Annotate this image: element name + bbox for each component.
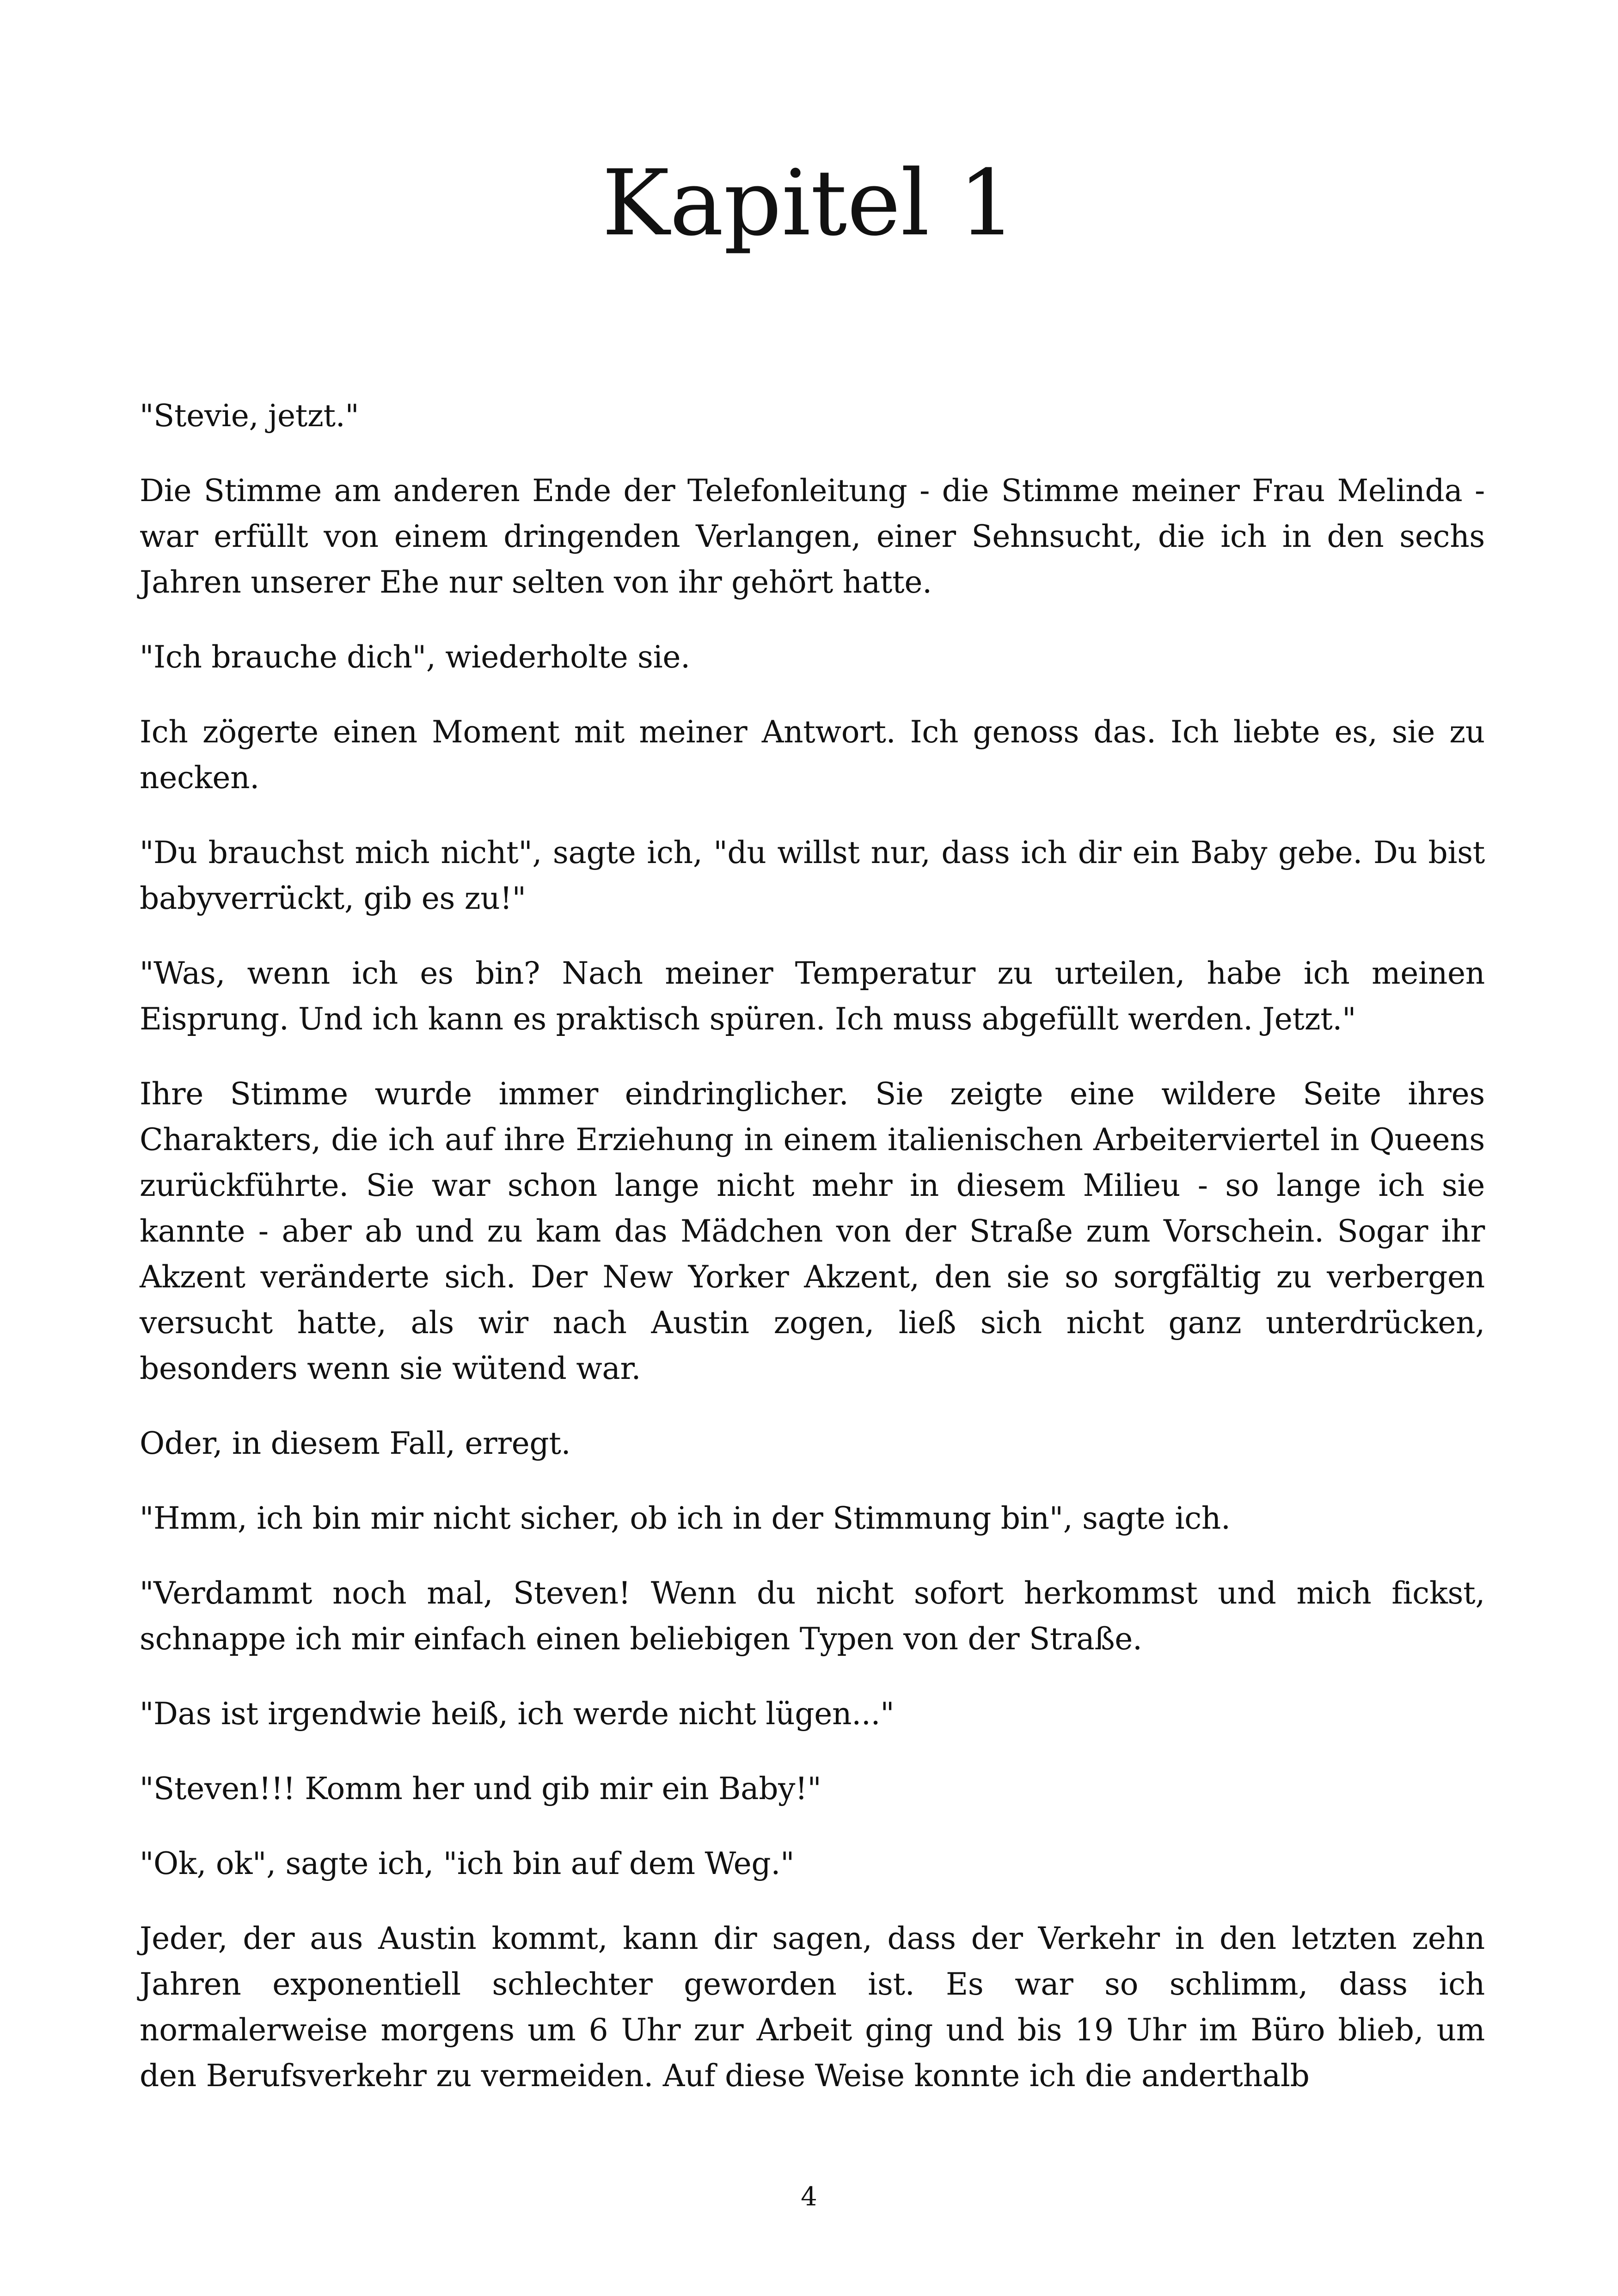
chapter-body <box>140 393 1485 2128</box>
paragraph: Ihre Stimme wurde immer eindringlicher. Sie zeigte eine wildere Seite ihres Charakters, die ich auf ihre Erziehung in einem italienischen Arbeiterviertel in Queens zurückführte. Sie war schon lange nicht mehr in diesem Milieu - so lange ich sie kannte - aber ab und zu kam das Mädchen von der Straße zum Vorschein. Sogar ihr Akzent veränderte sich. Der New Yorker Akzent, den sie so sorgfältig zu verbergen versucht hatte, als wir nach Austin zogen, ließ sich nicht ganz unterdrücken, besonders wenn sie wütend war. <box>140 1076 1485 1386</box>
paragraph: "Was, wenn ich es bin? Nach meiner Temperatur zu urteilen, habe ich meinen Eisprung. Und ich kann es praktisch spüren. Ich muss abgefüllt werden. Jetzt." <box>140 955 1485 1037</box>
paragraph: Jeder, der aus Austin kommt, kann dir sagen, dass der Verkehr in den letzten zehn Jahren exponentiell schlechter geworden ist. Es war so schlimm, dass ich normalerweise morgens um 6 Uhr zur Arbeit ging und bis 19 Uhr im Büro blieb, um den Berufsverkehr zu vermeiden. Auf diese Weise konnte ich die anderthalb <box>140 1921 1485 2094</box>
page-number: 4 <box>801 2182 817 2212</box>
paragraph: "Du brauchst mich nicht", sagte ich, "du willst nur, dass ich dir ein Baby gebe. Du bist babyverrückt, gib es zu!" <box>140 835 1485 916</box>
paragraph: "Ich brauche dich", wiederholte sie. <box>140 639 690 675</box>
paragraph: Ich zögerte einen Moment mit meiner Antwort. Ich genoss das. Ich liebte es, sie zu necken. <box>140 714 1485 796</box>
paragraph: "Stevie, jetzt." <box>140 398 359 434</box>
paragraph: "Das ist irgendwie heiß, ich werde nicht lügen..." <box>140 1696 895 1732</box>
paragraph: "Verdammt noch mal, Steven! Wenn du nicht sofort herkommst und mich fickst, schnappe ich mir einfach einen beliebigen Typen von der Straße. <box>140 1575 1485 1657</box>
paragraph: Die Stimme am anderen Ende der Telefonleitung - die Stimme meiner Frau Melinda - war erfüllt von einem dringenden Verlangen, einer Sehnsucht, die ich in den sechs Jahren unserer Ehe nur selten von ihr gehört hatte. <box>140 473 1485 600</box>
chapter-title: Kapitel 1 <box>602 151 1016 256</box>
paragraph: Oder, in diesem Fall, erregt. <box>140 1426 571 1461</box>
paragraph: "Hmm, ich bin mir nicht sicher, ob ich in der Stimmung bin", sagte ich. <box>140 1500 1231 1536</box>
paragraph: "Steven!!! Komm her und gib mir ein Baby!" <box>140 1771 821 1806</box>
paragraph: "Ok, ok", sagte ich, "ich bin auf dem Weg." <box>140 1846 795 1881</box>
